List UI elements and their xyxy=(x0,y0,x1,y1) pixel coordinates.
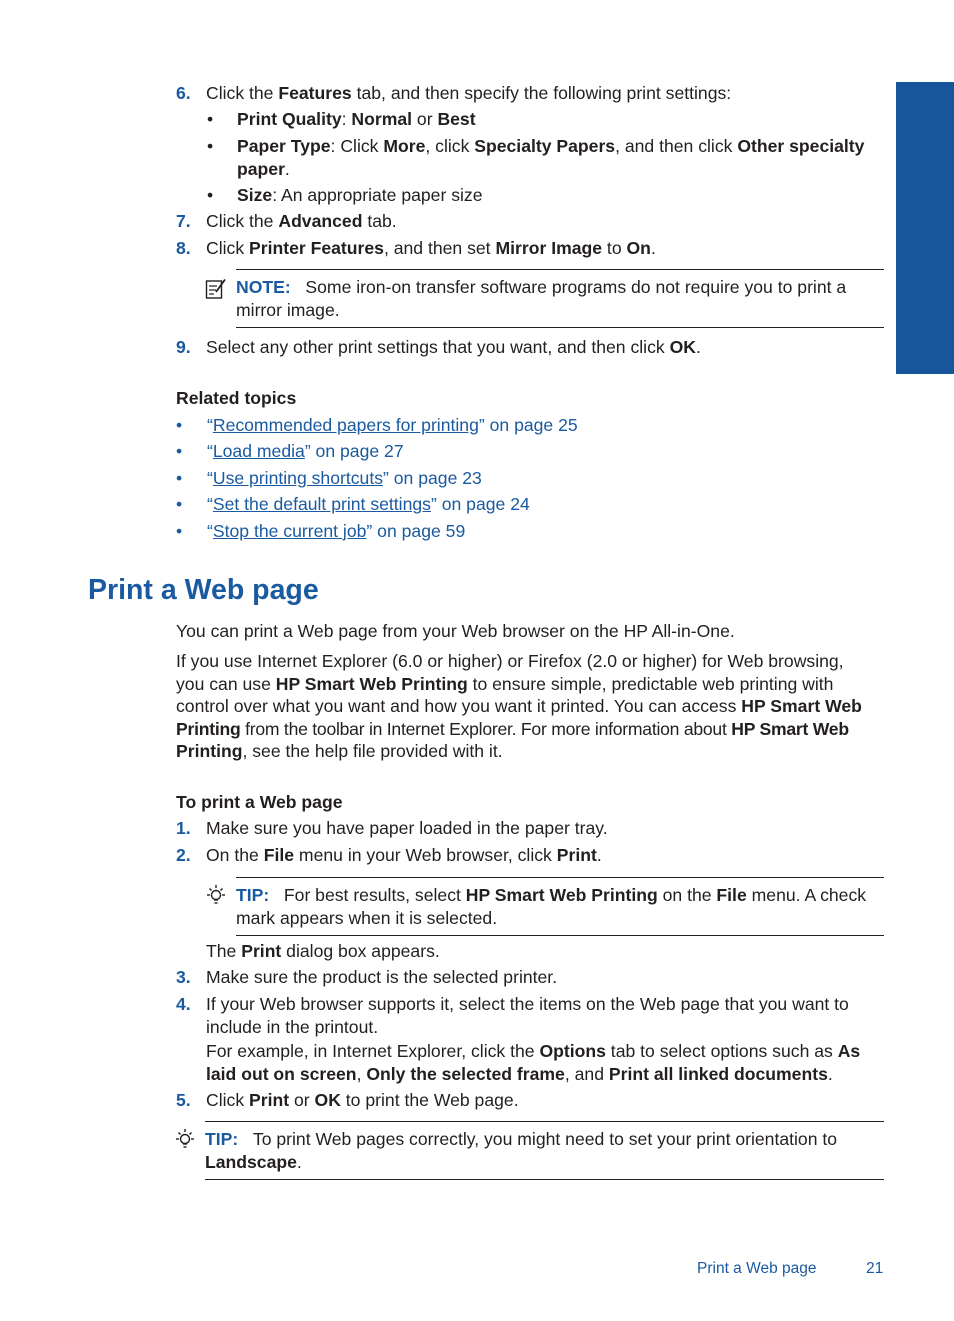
related-topics-heading: Related topics xyxy=(176,388,297,408)
related-link[interactable]: Set the default print settings xyxy=(212,494,431,514)
section-title: Print a Web page xyxy=(88,574,319,606)
bullet: • xyxy=(207,185,214,205)
footer-section-name: Print a Web page xyxy=(697,1260,817,1277)
bullet: • xyxy=(176,441,183,461)
bullet-paper-type: Paper Type: Click More, click Specialty Papers, and then click Other specialty paper. xyxy=(237,136,865,179)
related-item: “Recommended papers for printing” on page 25 xyxy=(207,415,578,435)
step-number: 2. xyxy=(176,845,191,865)
intro-paragraph: You can print a Web page from your Web browser on the HP All-in-One. xyxy=(176,621,735,641)
step-3-text: Make sure the product is the selected printer. xyxy=(206,967,558,987)
step-number: 5. xyxy=(176,1090,191,1110)
tip-1-text: TIP: For best results, select HP Smart Web Printing on the File menu. A check mark appears when it is selected. xyxy=(236,885,867,928)
step-number: 6. xyxy=(176,83,191,103)
tip-top-rule xyxy=(205,1121,884,1122)
related-item: “Use printing shortcuts” on page 23 xyxy=(207,468,482,488)
chapter-side-tab xyxy=(896,82,954,430)
tip-bottom-rule xyxy=(205,1179,884,1180)
step-5-text: Click Print or OK to print the Web page. xyxy=(206,1090,519,1110)
lightbulb-icon xyxy=(205,884,227,908)
procedure-heading: To print a Web page xyxy=(176,792,343,812)
smart-web-paragraph: If you use Internet Explorer (6.0 or higher) or Firefox (2.0 or higher) for Web browsing, you can use HP Smart Web Printing to ensure simple, predictable web printing with control over what you want and how you want it printed. You can access HP Smart Web Printing from the toolbar in Internet Explorer. For more information about HP Smart Web Printing, see the help file provided with it. xyxy=(176,651,862,761)
bullet: • xyxy=(207,136,214,156)
tip-2-text: TIP: To print Web pages correctly, you might need to set your print orientation to Landscape. xyxy=(205,1129,838,1172)
bullet: • xyxy=(176,521,183,541)
side-tab-label: Print xyxy=(913,400,928,430)
related-link[interactable]: Recommended papers for printing xyxy=(212,415,479,435)
related-link[interactable]: Stop the current job xyxy=(212,521,367,541)
note-icon xyxy=(205,278,229,300)
bullet: • xyxy=(207,109,214,129)
dialog-appears-text: The Print dialog box appears. xyxy=(206,941,440,961)
tip-bottom-rule xyxy=(236,935,884,936)
step-4-text: If your Web browser supports it, select the items on the Web page that you want to include in the printout. xyxy=(206,994,849,1037)
related-item: “Load media” on page 27 xyxy=(207,441,404,461)
step-4-example: For example, in Internet Explorer, click the Options tab to select options such as As laid out on screen, Only the selected frame, and Print all linked documents. xyxy=(206,1041,861,1084)
note-top-rule xyxy=(236,269,884,270)
step-number: 7. xyxy=(176,211,191,231)
bullet: • xyxy=(176,494,183,514)
footer-page-number: 21 xyxy=(866,1260,884,1277)
related-item: “Set the default print settings” on page 24 xyxy=(207,494,530,514)
related-link[interactable]: Load media xyxy=(212,441,305,461)
bullet-size: Size: An appropriate paper size xyxy=(237,185,483,205)
note-text: NOTE: Some iron-on transfer software programs do not require you to print a mirror image. xyxy=(236,277,847,320)
lightbulb-icon xyxy=(174,1128,196,1152)
bullet: • xyxy=(176,468,183,488)
step-8-text: Click Printer Features, and then set Mirror Image to On. xyxy=(206,238,656,258)
bullet-print-quality: Print Quality: Normal or Best xyxy=(237,109,476,129)
related-item: “Stop the current job” on page 59 xyxy=(207,521,466,541)
bullet: • xyxy=(176,415,183,435)
step-number: 4. xyxy=(176,994,191,1014)
step-9-text: Select any other print settings that you want, and then click OK. xyxy=(206,337,701,357)
tip-top-rule xyxy=(236,877,884,878)
step-1-text: Make sure you have paper loaded in the paper tray. xyxy=(206,818,608,838)
step-6-text: Click the Features tab, and then specify the following print settings: xyxy=(206,83,732,103)
step-number: 1. xyxy=(176,818,191,838)
related-link[interactable]: Use printing shortcuts xyxy=(212,468,384,488)
step-number: 9. xyxy=(176,337,191,357)
step-number: 3. xyxy=(176,967,191,987)
step-7-text: Click the Advanced tab. xyxy=(206,211,397,231)
note-bottom-rule xyxy=(236,327,884,328)
step-number: 8. xyxy=(176,238,191,258)
step-2-text: On the File menu in your Web browser, click Print. xyxy=(206,845,602,865)
